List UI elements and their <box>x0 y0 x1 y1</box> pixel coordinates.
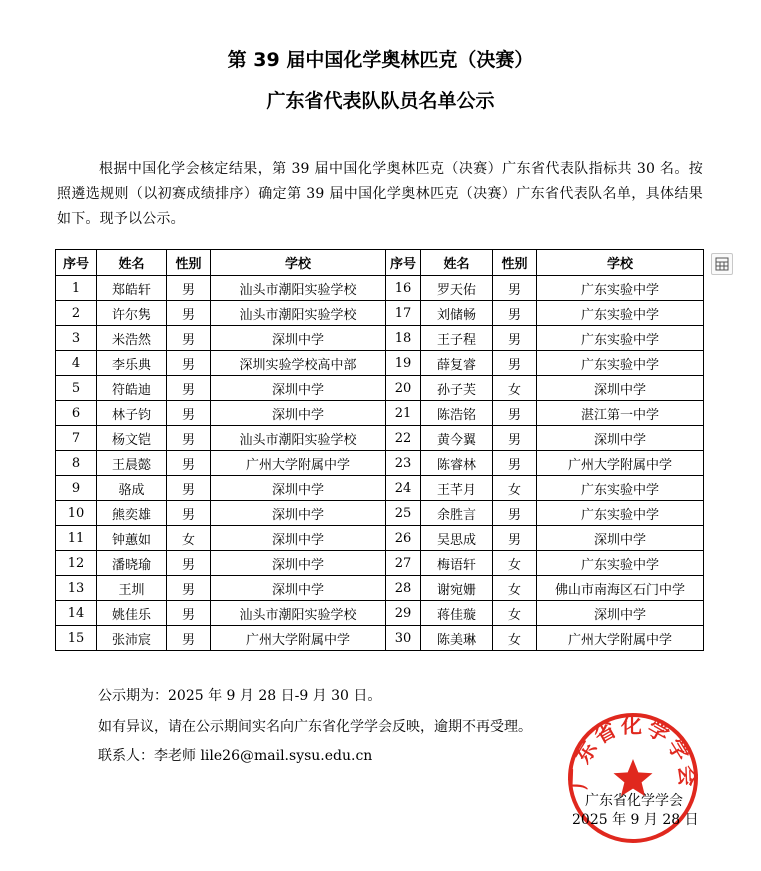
school-cell: 深圳中学 <box>537 526 704 551</box>
gender-cell: 女 <box>493 576 537 601</box>
school-cell: 深圳实验学校高中部 <box>211 351 386 376</box>
seq-cell: 17 <box>386 301 421 326</box>
seq-cell: 8 <box>56 451 97 476</box>
table-header-row <box>56 250 704 276</box>
seq-cell: 25 <box>386 501 421 526</box>
school-cell: 深圳中学 <box>211 376 386 401</box>
school-cell: 广州大学附属中学 <box>211 626 386 651</box>
intro-paragraph: 根据中国化学会核定结果，第 39 届中国化学奥林匹克（决赛）广东省代表队指标共 30 名。按照遴选规则（以初赛成绩排序）确定第 39 届中国化学奥林匹克（决赛）广东省代表队名单，具体结果如下。现予以公示。 <box>57 161 703 227</box>
seq-cell: 15 <box>56 626 97 651</box>
gender-cell: 女 <box>493 476 537 501</box>
seq-cell: 7 <box>56 426 97 451</box>
seq-cell: 13 <box>56 576 97 601</box>
table-row <box>56 351 704 376</box>
table-row <box>56 526 704 551</box>
seq-cell: 5 <box>56 376 97 401</box>
gender-cell: 男 <box>167 626 211 651</box>
gender-cell: 男 <box>167 326 211 351</box>
name-cell: 余胜言 <box>421 501 493 526</box>
seq-cell: 16 <box>386 276 421 301</box>
name-cell: 王圳 <box>97 576 167 601</box>
seq-cell: 19 <box>386 351 421 376</box>
objection-note: 如有异议，请在公示期间实名向广东省化学学会反映，逾期不再受理。 <box>98 719 532 735</box>
seq-cell: 27 <box>386 551 421 576</box>
name-cell: 李乐典 <box>97 351 167 376</box>
seq-cell: 4 <box>56 351 97 376</box>
school-cell: 湛江第一中学 <box>537 401 704 426</box>
school-cell: 深圳中学 <box>211 401 386 426</box>
school-cell: 广东实验中学 <box>537 551 704 576</box>
school-cell: 汕头市潮阳实验学校 <box>211 276 386 301</box>
roster-table <box>55 249 704 651</box>
name-cell: 吴思成 <box>421 526 493 551</box>
gender-cell: 女 <box>493 551 537 576</box>
seq-cell: 10 <box>56 501 97 526</box>
name-cell: 王芊月 <box>421 476 493 501</box>
seq-cell: 12 <box>56 551 97 576</box>
table-row <box>56 551 704 576</box>
gender-cell: 男 <box>493 526 537 551</box>
name-cell: 郑皓轩 <box>97 276 167 301</box>
school-cell: 广东实验中学 <box>537 326 704 351</box>
school-cell: 广东实验中学 <box>537 301 704 326</box>
seq-cell: 2 <box>56 301 97 326</box>
seq-cell: 30 <box>386 626 421 651</box>
name-cell: 潘晓瑜 <box>97 551 167 576</box>
name-cell: 林子钧 <box>97 401 167 426</box>
gender-cell: 男 <box>493 301 537 326</box>
name-cell: 陈浩铭 <box>421 401 493 426</box>
school-cell: 深圳中学 <box>211 326 386 351</box>
table-row <box>56 601 704 626</box>
school-cell: 深圳中学 <box>211 476 386 501</box>
school-cell: 深圳中学 <box>537 601 704 626</box>
gender-cell: 男 <box>167 426 211 451</box>
table-row <box>56 426 704 451</box>
gender-cell: 男 <box>493 451 537 476</box>
school-cell: 广州大学附属中学 <box>537 626 704 651</box>
name-cell: 米浩然 <box>97 326 167 351</box>
table-row <box>56 401 704 426</box>
name-cell: 骆成 <box>97 476 167 501</box>
seq-cell: 1 <box>56 276 97 301</box>
school-cell: 深圳中学 <box>211 576 386 601</box>
seq-cell: 22 <box>386 426 421 451</box>
name-cell: 陈美琳 <box>421 626 493 651</box>
edit-table-icon[interactable] <box>711 253 733 275</box>
table-row <box>56 451 704 476</box>
gender-cell: 男 <box>493 326 537 351</box>
table-row <box>56 476 704 501</box>
seq-cell: 3 <box>56 326 97 351</box>
school-cell: 深圳中学 <box>211 526 386 551</box>
header-cell: 序号 <box>56 250 97 276</box>
seq-cell: 23 <box>386 451 421 476</box>
gender-cell: 男 <box>167 351 211 376</box>
seq-cell: 26 <box>386 526 421 551</box>
gender-cell: 男 <box>167 501 211 526</box>
signature-org: 广东省化学学会 <box>585 793 683 809</box>
gender-cell: 男 <box>167 551 211 576</box>
school-cell: 广东实验中学 <box>537 501 704 526</box>
seq-cell: 24 <box>386 476 421 501</box>
gender-cell: 女 <box>493 626 537 651</box>
table-row <box>56 626 704 651</box>
table-row <box>56 376 704 401</box>
seq-cell: 28 <box>386 576 421 601</box>
seq-cell: 18 <box>386 326 421 351</box>
header-cell: 姓名 <box>421 250 493 276</box>
seq-cell: 14 <box>56 601 97 626</box>
header-cell: 性别 <box>493 250 537 276</box>
school-cell: 佛山市南海区石门中学 <box>537 576 704 601</box>
gender-cell: 男 <box>167 401 211 426</box>
document-title-line1: 第 39 届中国化学奥林匹克（决赛） <box>227 49 534 71</box>
gender-cell: 女 <box>493 601 537 626</box>
table-row <box>56 326 704 351</box>
name-cell: 符皓迪 <box>97 376 167 401</box>
name-cell: 许尔隽 <box>97 301 167 326</box>
gender-cell: 男 <box>493 426 537 451</box>
name-cell: 陈睿林 <box>421 451 493 476</box>
name-cell: 姚佳乐 <box>97 601 167 626</box>
header-cell: 学校 <box>537 250 704 276</box>
gender-cell: 男 <box>167 576 211 601</box>
header-cell: 学校 <box>211 250 386 276</box>
seq-cell: 20 <box>386 376 421 401</box>
gender-cell: 男 <box>167 376 211 401</box>
name-cell: 孙子芙 <box>421 376 493 401</box>
name-cell: 薛复睿 <box>421 351 493 376</box>
school-cell: 广州大学附属中学 <box>537 451 704 476</box>
gender-cell: 男 <box>493 276 537 301</box>
school-cell: 广东实验中学 <box>537 276 704 301</box>
name-cell: 王子程 <box>421 326 493 351</box>
name-cell: 黄今翼 <box>421 426 493 451</box>
header-cell: 序号 <box>386 250 421 276</box>
seq-cell: 11 <box>56 526 97 551</box>
school-cell: 汕头市潮阳实验学校 <box>211 601 386 626</box>
school-cell: 广东实验中学 <box>537 476 704 501</box>
school-cell: 深圳中学 <box>537 426 704 451</box>
header-cell: 性别 <box>167 250 211 276</box>
name-cell: 张沛宸 <box>97 626 167 651</box>
table-row <box>56 276 704 301</box>
school-cell: 广东实验中学 <box>537 351 704 376</box>
signature-date: 2025 年 9 月 28 日 <box>572 812 699 828</box>
seq-cell: 29 <box>386 601 421 626</box>
gender-cell: 男 <box>167 276 211 301</box>
seq-cell: 21 <box>386 401 421 426</box>
name-cell: 熊奕雄 <box>97 501 167 526</box>
table-icon <box>712 254 732 274</box>
notice-period: 公示期为：2025 年 9 月 28 日-9 月 30 日。 <box>98 688 382 704</box>
seq-cell: 9 <box>56 476 97 501</box>
name-cell: 王晨懿 <box>97 451 167 476</box>
school-cell: 汕头市潮阳实验学校 <box>211 426 386 451</box>
school-cell: 深圳中学 <box>211 551 386 576</box>
gender-cell: 男 <box>493 351 537 376</box>
contact-info: 联系人：李老师 lile26@mail.sysu.edu.cn <box>98 748 373 764</box>
seq-cell: 6 <box>56 401 97 426</box>
name-cell: 谢宛姗 <box>421 576 493 601</box>
gender-cell: 男 <box>167 601 211 626</box>
svg-text:广东省化学学会: 广东省化学学会 <box>567 713 699 790</box>
school-cell: 汕头市潮阳实验学校 <box>211 301 386 326</box>
table-row <box>56 501 704 526</box>
school-cell: 深圳中学 <box>211 501 386 526</box>
name-cell: 罗天佑 <box>421 276 493 301</box>
gender-cell: 男 <box>493 401 537 426</box>
gender-cell: 女 <box>493 376 537 401</box>
name-cell: 蒋佳璇 <box>421 601 493 626</box>
name-cell: 钟蕙如 <box>97 526 167 551</box>
header-cell: 姓名 <box>97 250 167 276</box>
gender-cell: 男 <box>167 301 211 326</box>
name-cell: 杨文铠 <box>97 426 167 451</box>
gender-cell: 男 <box>493 501 537 526</box>
table-row <box>56 576 704 601</box>
name-cell: 梅语轩 <box>421 551 493 576</box>
school-cell: 广州大学附属中学 <box>211 451 386 476</box>
table-row <box>56 301 704 326</box>
gender-cell: 男 <box>167 451 211 476</box>
school-cell: 深圳中学 <box>537 376 704 401</box>
name-cell: 刘储畅 <box>421 301 493 326</box>
gender-cell: 男 <box>167 476 211 501</box>
gender-cell: 女 <box>167 526 211 551</box>
document-title-line2: 广东省代表队队员名单公示 <box>266 90 495 112</box>
